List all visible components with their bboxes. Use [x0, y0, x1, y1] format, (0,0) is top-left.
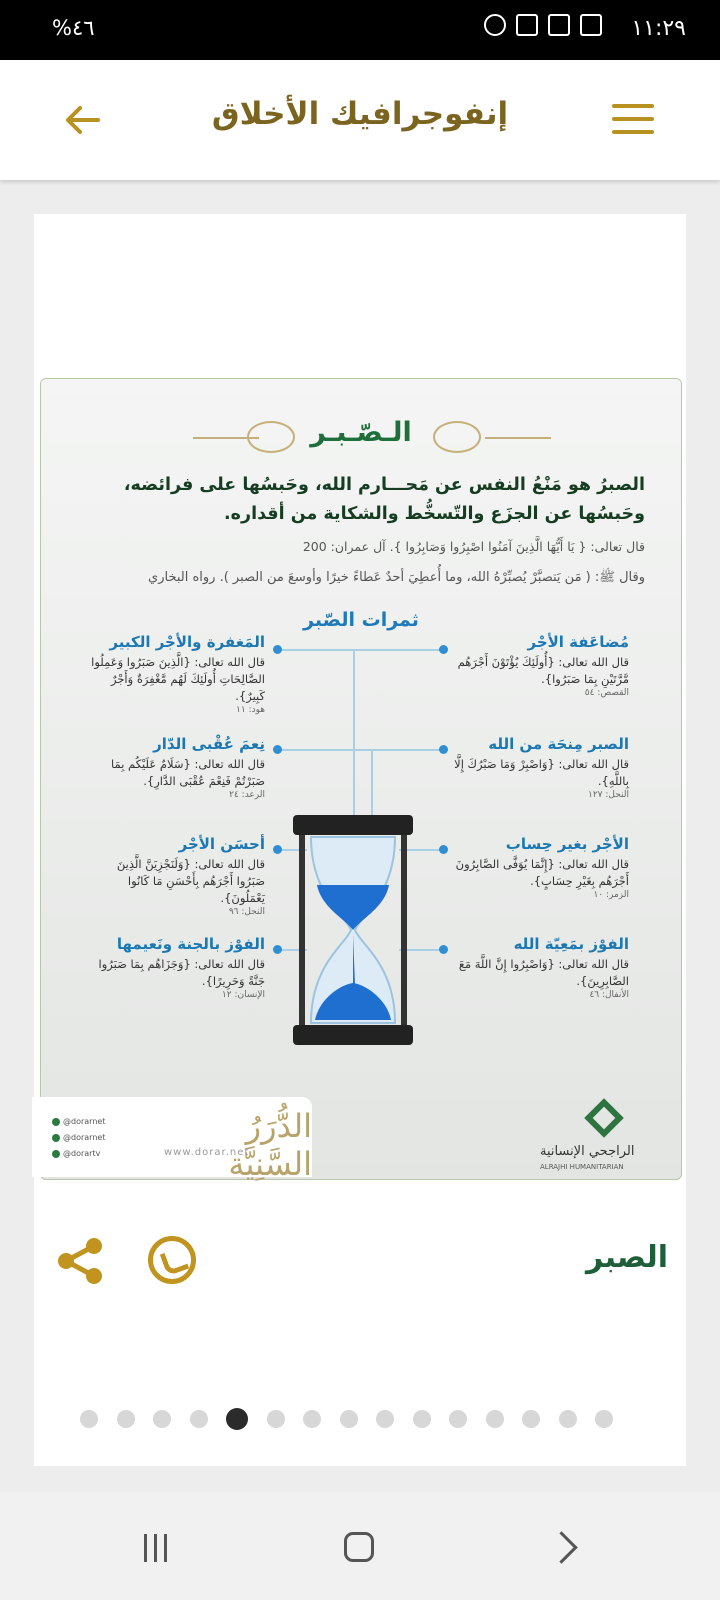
hamburger-line	[612, 117, 654, 121]
fruit-item	[87, 835, 265, 917]
infographic-image[interactable]	[40, 378, 682, 1180]
fruit-title: الفوْز بالجنة ونَعيمها	[116, 935, 265, 953]
image-caption: الصبر	[585, 1240, 668, 1275]
social-handle	[52, 1149, 100, 1158]
fruits-subtitle: ثمرات الصّبر	[303, 609, 419, 631]
fruit-item	[451, 835, 629, 900]
fruit-item	[87, 633, 265, 715]
definition-line-2: وحَبسُها عن الجزَع والتّسخُّط والشكاية من أقداره.	[224, 504, 645, 524]
battery-level: %٤٦	[52, 16, 95, 40]
connector-dot	[439, 945, 448, 954]
social-text: @dorarnet	[63, 1133, 106, 1142]
page-dot[interactable]	[559, 1410, 577, 1428]
page-dot[interactable]	[153, 1410, 171, 1428]
hamburger-line	[612, 130, 654, 134]
page-dot[interactable]	[595, 1410, 613, 1428]
dorar-url: www.dorar.net	[164, 1147, 250, 1158]
page-dot[interactable]	[267, 1410, 285, 1428]
fruit-ref: النحل: ١٢٧	[588, 790, 629, 800]
social-text: @dorartv	[63, 1149, 101, 1158]
connector-dot	[439, 645, 448, 654]
rajhi-logo-text: الراجحي الإنسانية	[540, 1144, 635, 1159]
youtube-icon	[52, 1150, 60, 1158]
page-dot[interactable]	[226, 1408, 248, 1430]
fruit-text: قال الله تعالى: {إِنَّمَا يُوَفَّى الصَّابِرُونَ أَجْرَهُم بِغَيْرِ حِسَابٍ}.	[455, 857, 629, 888]
social-handle	[52, 1133, 105, 1142]
fruit-item	[451, 735, 629, 800]
fruit-ref: الإنسان: ١٢	[221, 990, 265, 1000]
fruit-title: أحسَن الأجْر	[178, 835, 265, 853]
connector	[371, 749, 443, 751]
definition-line-1: الصبرُ هو مَنْعُ النفس عن مَحـــارم الله، وحَبسُها على فرائضه،	[123, 475, 645, 495]
page-dot[interactable]	[376, 1410, 394, 1428]
messenger-icon	[484, 14, 506, 36]
system-nav-bar	[0, 1492, 720, 1600]
phone-handset	[160, 1247, 189, 1276]
definition	[61, 471, 645, 529]
connector	[277, 749, 371, 751]
connector-dot	[273, 745, 282, 754]
fruit-text: قال الله تعالى: {أُولَئِكَ يُؤْتَوْنَ أَجْرَهُم مَّرَّتَيْنِ بِمَا صَبَرُوا}.	[457, 655, 629, 686]
home-button[interactable]	[344, 1532, 374, 1562]
fruit-title: المَغفرة والأجْر الكبير	[109, 633, 265, 651]
fruit-ref: النحل: ٩٦	[228, 907, 265, 917]
app-bar	[0, 60, 720, 180]
weather-icon	[516, 14, 538, 36]
ayah-text: قال تعالى: { يَا أَيُّهَا الَّذِينَ آمَنُوا اصْبِرُوا وَصَابِرُوا }. آل عمران: 200	[302, 539, 645, 554]
fruit-ref: القصص: ٥٤	[584, 688, 629, 698]
page-dot[interactable]	[303, 1410, 321, 1428]
fruit-text: قال الله تعالى: {وَاصْبِرْ وَمَا صَبْرُكَ إِلَّا بِاللَّهِ}.	[454, 757, 629, 788]
facebook-icon	[52, 1134, 60, 1142]
fruit-item	[87, 935, 265, 1000]
fruit-item	[451, 633, 629, 698]
fruit-title: الأجْر بغير حِساب	[505, 835, 629, 853]
clock: ١١:٢٩	[631, 16, 686, 41]
recent-apps-button[interactable]	[144, 1534, 167, 1562]
page-dot[interactable]	[449, 1410, 467, 1428]
page-dot[interactable]	[486, 1410, 504, 1428]
dorar-footer	[32, 1097, 312, 1183]
fruit-text: قال الله تعالى: {وَاصْبِرُوا إِنَّ اللَّهَ مَعَ الصَّابِرِينَ}.	[458, 957, 629, 988]
twitter-icon	[52, 1118, 60, 1126]
gallery-icon	[580, 14, 602, 36]
fruit-ref: الزمر: ١٠	[593, 890, 629, 900]
fruit-title: الصبر مِنحَة من الله	[488, 735, 629, 753]
page-dot[interactable]	[117, 1410, 135, 1428]
social-handle	[52, 1117, 105, 1126]
ornament-right-icon	[433, 421, 481, 453]
fruit-text: قال الله تعالى: {وَلَنَجْزِيَنَّ الَّذِينَ صَبَرُوا أَجْرَهُم بِأَحْسَنِ مَا كَانُوا يَعْمَلُونَ}.	[116, 857, 265, 905]
connector-dot	[273, 845, 282, 854]
ornament-line	[485, 437, 551, 439]
fruit-title: مُضاعَفة الأجْر	[527, 633, 629, 651]
pagination-dots[interactable]	[80, 1410, 613, 1430]
recent-icon-bar	[164, 1534, 167, 1562]
rajhi-logo-english: ALRAJHI HUMANITARIAN	[540, 1163, 624, 1171]
connector	[353, 649, 355, 824]
fruit-text: قال الله تعالى: {وَجَزَاهُم بِمَا صَبَرُوا جَنَّةً وَحَرِيرًا}.	[98, 957, 265, 988]
whatsapp-icon[interactable]	[148, 1236, 196, 1284]
social-text: @dorarnet	[63, 1117, 106, 1126]
share-icon[interactable]	[56, 1236, 106, 1286]
page-title: إنفوجرافيك الأخلاق	[211, 96, 509, 132]
menu-button[interactable]	[612, 104, 656, 136]
connector	[277, 649, 443, 651]
page-dot[interactable]	[190, 1410, 208, 1428]
fruit-title: نِعمَ عُقْبى الدّار	[153, 735, 265, 753]
notification-icons	[484, 14, 602, 36]
page-dot[interactable]	[340, 1410, 358, 1428]
hadith-text: وقال ﷺ: ( مَن يَتصبَّرْ يُصبِّرْهُ الله، وما أُعطِيَ أحدٌ عَطاءً خيرًا وأوسعَ من الصبر ). رواه البخاري	[148, 570, 645, 585]
fruit-item	[451, 935, 629, 1000]
hourglass-icon	[289, 815, 417, 1045]
connector-dot	[439, 845, 448, 854]
page-dot[interactable]	[413, 1410, 431, 1428]
image-icon	[548, 14, 570, 36]
fruit-text: قال الله تعالى: {سَلَامٌ عَلَيْكُم بِمَا صَبَرْتُمْ فَنِعْمَ عُقْبَى الدَّارِ}.	[111, 757, 265, 788]
recent-icon-bar	[144, 1534, 147, 1562]
fruit-item	[87, 735, 265, 800]
connector-dot	[273, 945, 282, 954]
back-nav-button[interactable]	[545, 1531, 578, 1564]
recent-icon-bar	[154, 1534, 157, 1562]
fruit-ref: الرعد: ٢٤	[229, 790, 265, 800]
status-bar	[0, 0, 720, 60]
infographic-title: الـصّـبـر	[310, 417, 412, 448]
fruit-title: الفوْز بمَعِيّة الله	[513, 935, 629, 953]
hamburger-menu-icon	[612, 104, 654, 108]
fruit-ref: هود: ١١	[236, 705, 265, 715]
connector-dot	[439, 745, 448, 754]
fruit-ref: الأنفال: ٤٦	[589, 990, 629, 1000]
page-dot[interactable]	[80, 1410, 98, 1428]
dorar-logo: الدُّرَرُ السَّنِيَّة	[228, 1107, 312, 1183]
fruit-text: قال الله تعالى: {الَّذِينَ صَبَرُوا وَعَمِلُوا الصَّالِحَاتِ أُولَئِكَ لَهُم مَّغْفِرَةٌ وَأَجْرٌ كَبِيرٌ}.	[91, 655, 265, 703]
page-dot[interactable]	[522, 1410, 540, 1428]
connector-dot	[273, 645, 282, 654]
